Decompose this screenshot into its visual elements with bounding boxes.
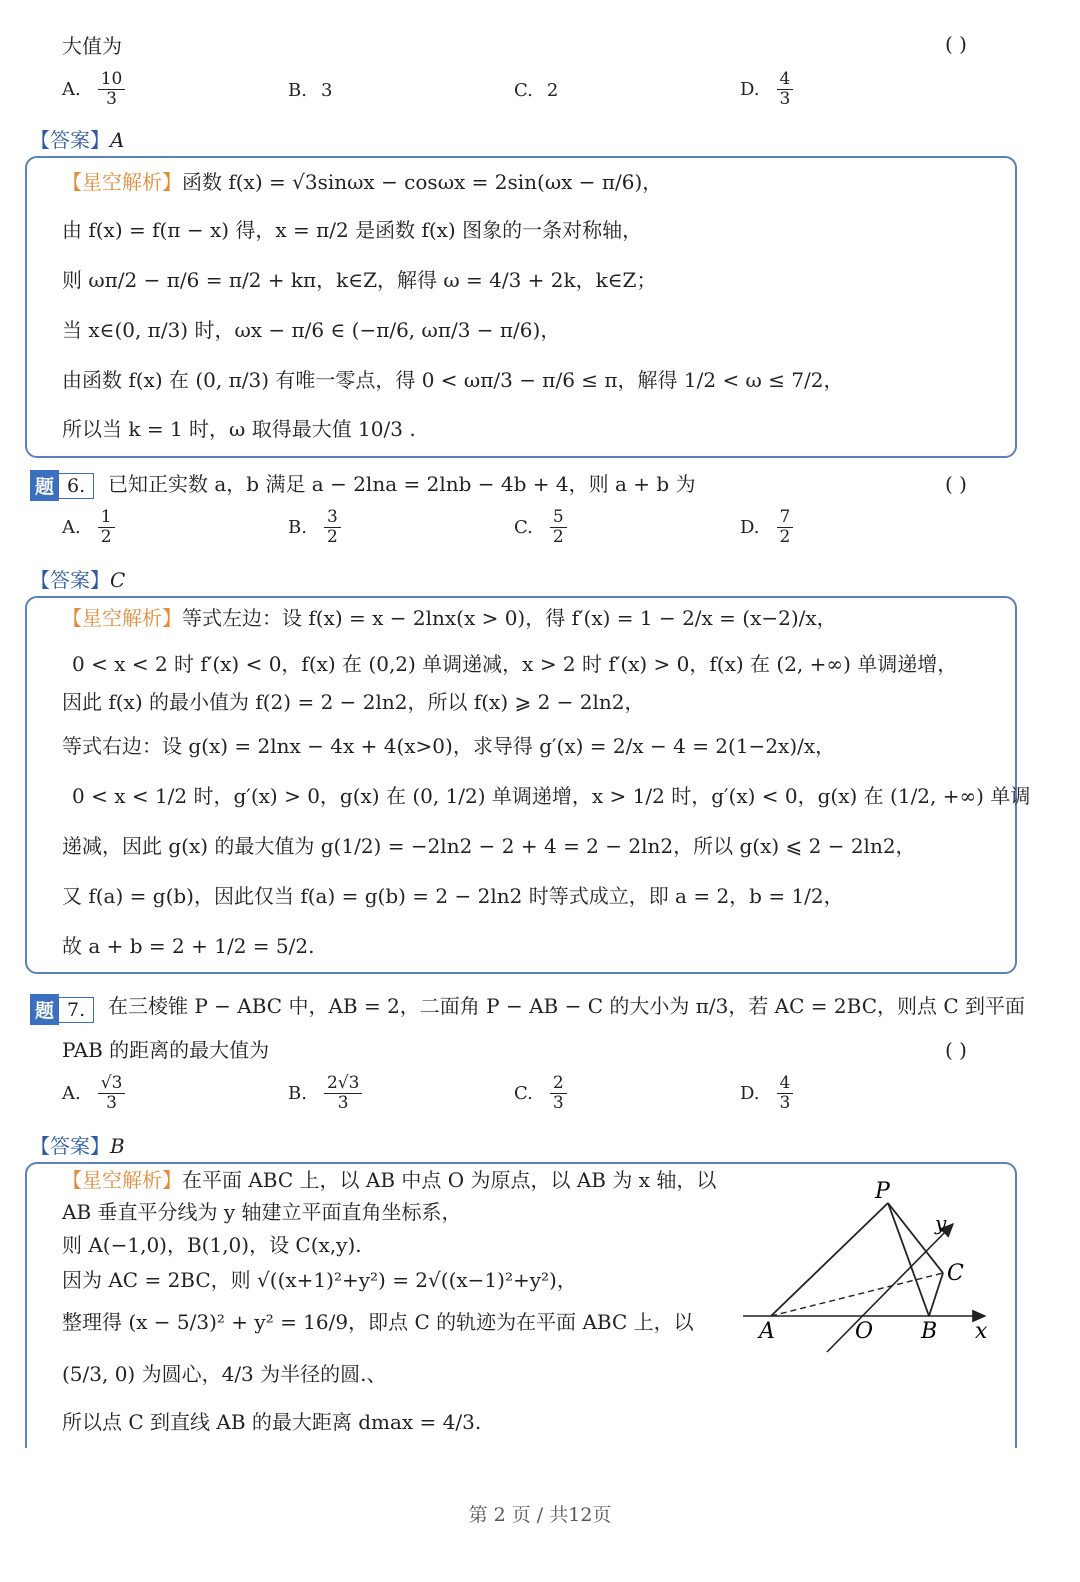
fraction: $\frac{1}{2}$ — [98, 508, 115, 547]
analysis-line: 则 ωπ/2 − π/6 = π/2 + kπ，k∈Z，解得 ω = 4/3 + 2k，k∈Z； — [62, 268, 657, 292]
option-c — [514, 508, 570, 547]
option-c — [514, 1074, 570, 1113]
analysis-line: 【星空解析】在平面 ABC 上，以 AB 中点 O 为原点，以 AB 为 x 轴，以 — [62, 1168, 717, 1192]
analysis-tag: 【星空解析】 — [62, 606, 182, 630]
fraction: $\frac{7}{2}$ — [777, 508, 794, 547]
option-b — [288, 508, 344, 547]
option-d — [740, 508, 796, 547]
answer-label: 【答案】 — [30, 1134, 110, 1158]
question-stem: 已知正实数 a，b 满足 a − 2lna = 2lnb − 4b + 4，则 a + b 为 — [108, 472, 696, 496]
analysis-line: 所以点 C 到直线 AB 的最大距离 dmax = 4/3. — [62, 1410, 482, 1434]
question-tag: 题 — [30, 470, 59, 501]
fraction: $\frac{4}{3}$ — [777, 70, 794, 109]
option-letter: D. — [740, 1083, 760, 1104]
fraction: $\frac{4}{3}$ — [777, 1074, 794, 1113]
analysis-line: 故 a + b = 2 + 1/2 = 5/2. — [62, 934, 315, 958]
edge-ac — [771, 1273, 943, 1316]
analysis-line: 又 f(a) = g(b)，因此仅当 f(a) = g(b) = 2 − 2ln2 时等式成立，即 a = 2，b = 1/2， — [62, 884, 844, 908]
answer-label: 【答案】 — [30, 128, 110, 152]
question-index: 7. — [59, 997, 94, 1023]
option-letter: C. — [514, 80, 533, 101]
option-b — [288, 1074, 365, 1113]
option-letter: D. — [740, 79, 760, 100]
option-d — [740, 70, 796, 109]
analysis-line: 0 < x < 1/2 时，g′(x) > 0，g(x) 在 (0, 1/2) 单调递增，x > 1/2 时，g′(x) < 0，g(x) 在 (1/2, +∞) 单调 — [72, 784, 1031, 808]
fraction: $\frac{√3}{3}$ — [98, 1074, 126, 1113]
answer-paren: ( ) — [945, 1038, 967, 1062]
analysis-line: 0 < x < 2 时 f′(x) < 0，f(x) 在 (0,2) 单调递减，x > 2 时 f′(x) > 0，f(x) 在 (2, +∞) 单调递增， — [72, 652, 958, 676]
option-a — [62, 70, 128, 109]
analysis-line: 因为 AC = 2BC，则 √((x+1)²+y²) = 2√((x−1)²+y²)， — [62, 1268, 577, 1292]
analysis-line: 所以当 k = 1 时，ω 取得最大值 10/3 . — [62, 417, 416, 441]
label-x: x — [975, 1319, 988, 1344]
option-b — [288, 80, 332, 101]
option-letter: A. — [62, 517, 81, 538]
question-number-6 — [30, 470, 94, 501]
option-letter: C. — [514, 1083, 533, 1104]
answer-label: 【答案】 — [30, 568, 110, 592]
analysis-line: 【星空解析】函数 f(x) = √3sinωx − cosωx = 2sin(ωx − π/6)， — [62, 170, 663, 194]
analysis-line: AB 垂直平分线为 y 轴建立平面直角坐标系， — [62, 1200, 462, 1224]
analysis-line: 等式右边：设 g(x) = 2lnx − 4x + 4(x>0)，求导得 g′(x) = 2/x − 4 = 2(1−2x)/x， — [62, 734, 836, 758]
analysis-tag: 【星空解析】 — [62, 170, 182, 194]
option-value: 2 — [546, 80, 559, 101]
edge-pb — [888, 1203, 929, 1316]
analysis-line: 因此 f(x) 的最小值为 f(2) = 2 − 2ln2，所以 f(x) ⩾ 2 − 2ln2， — [62, 690, 645, 714]
answer-line — [30, 564, 125, 593]
label-p: P — [875, 1179, 890, 1204]
label-a: A — [759, 1319, 775, 1344]
option-a — [62, 1074, 128, 1113]
edge-bc — [929, 1273, 943, 1316]
option-d — [740, 1074, 796, 1113]
analysis-line: 当 x∈(0, π/3) 时，ωx − π/6 ∈ (−π/6, ωπ/3 − π/6)， — [62, 318, 561, 342]
label-y: y — [935, 1211, 947, 1235]
question-stem-cont: PAB 的距离的最大值为 — [62, 1038, 270, 1062]
question-tag: 题 — [30, 994, 59, 1025]
label-o: O — [855, 1319, 874, 1344]
fraction: $\frac{5}{2}$ — [550, 508, 567, 547]
fraction: $\frac{2√3}{3}$ — [324, 1074, 362, 1113]
answer-paren: ( ) — [945, 32, 967, 56]
label-c: C — [947, 1261, 964, 1286]
option-c — [514, 80, 558, 101]
analysis-line: 【星空解析】等式左边：设 f(x) = x − 2lnx(x > 0)，得 f′(x) = 1 − 2/x = (x−2)/x， — [62, 606, 837, 630]
question-stem: 在三棱锥 P − ABC 中，AB = 2，二面角 P − AB − C 的大小为 π/3，若 AC = 2BC，则点 C 到平面 — [108, 994, 1026, 1018]
option-letter: A. — [62, 1083, 81, 1104]
question-number-7 — [30, 994, 94, 1025]
fraction: $\frac{10}{3}$ — [98, 70, 126, 109]
fraction: $\frac{2}{3}$ — [550, 1074, 567, 1113]
option-letter: A. — [62, 79, 81, 100]
option-letter: C. — [514, 517, 533, 538]
option-letter: B. — [288, 80, 307, 101]
analysis-line: 则 A(−1,0)，B(1,0)，设 C(x,y). — [62, 1233, 362, 1257]
analysis-line: 由函数 f(x) 在 (0, π/3) 有唯一零点，得 0 < ωπ/3 − π/6 ≤ π，解得 1/2 < ω ≤ 7/2， — [62, 368, 844, 392]
answer-paren: ( ) — [945, 472, 967, 496]
answer-line — [30, 1130, 125, 1159]
analysis-line: 递减，因此 g(x) 的最大值为 g(1/2) = −2ln2 − 2 + 4 = 2 − 2ln2，所以 g(x) ⩽ 2 − 2ln2， — [62, 834, 916, 858]
analysis-tag: 【星空解析】 — [62, 1168, 182, 1192]
option-letter: D. — [740, 517, 760, 538]
answer-value: A — [110, 128, 125, 152]
analysis-line: 整理得 (x − 5/3)² + y² = 16/9，即点 C 的轨迹为在平面 ABC 上，以 — [62, 1310, 694, 1334]
question-continuation: 大值为 — [62, 34, 122, 58]
edge-pa — [771, 1203, 888, 1316]
answer-value: B — [110, 1134, 125, 1158]
option-letter: B. — [288, 1083, 307, 1104]
option-value: 3 — [320, 80, 333, 101]
question-index: 6. — [59, 473, 94, 499]
option-letter: B. — [288, 517, 307, 538]
label-b: B — [921, 1319, 938, 1344]
pyramid-figure — [735, 1176, 1005, 1356]
fraction: $\frac{3}{2}$ — [324, 508, 341, 547]
analysis-line: 由 f(x) = f(π − x) 得，x = π/2 是函数 f(x) 图象的一条对称轴， — [62, 218, 643, 242]
answer-value: C — [110, 568, 126, 592]
analysis-line: (5/3, 0) 为圆心，4/3 为半径的圆.、 — [62, 1362, 387, 1386]
page-footer: 第 2 页 / 共12页 — [468, 1504, 612, 1526]
option-a — [62, 508, 118, 547]
answer-line — [30, 124, 124, 153]
